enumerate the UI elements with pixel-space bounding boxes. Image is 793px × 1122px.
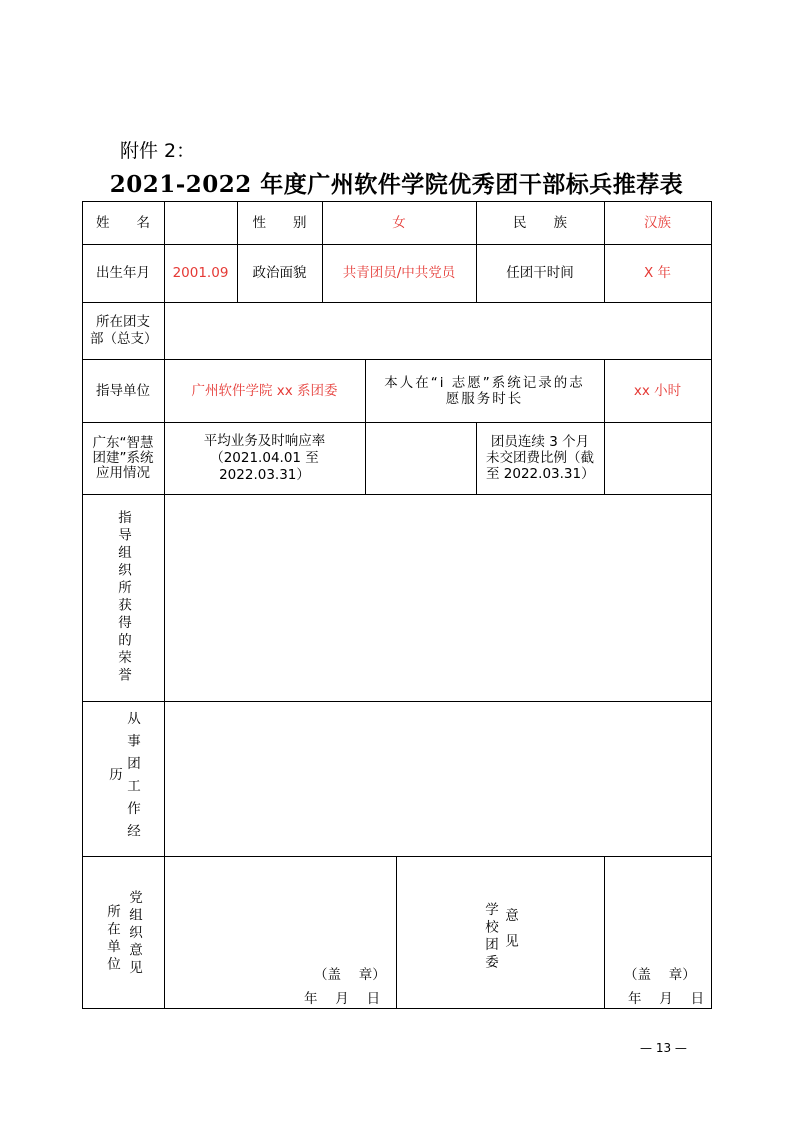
experience-label-cell [82,701,164,856]
school-opinion-label-org: 学校团委 [482,902,498,972]
party-opinion-label-cell [82,856,164,1008]
party-opinion-field[interactable] [164,856,396,1008]
school-opinion-label-cell [396,856,604,1008]
name-label: 姓 名 [96,214,150,231]
response-rate-label: 平均业务及时响应率（2021.04.01 至 2022.03.31） [203,432,326,483]
response-rate-field[interactable] [365,422,476,494]
birth-field[interactable]: 2001.09 [172,265,229,281]
political-status-label: 政治面貌 [252,265,307,281]
birth-label: 出生年月 [96,265,150,281]
branch-label: 所在团支部（总支） [90,313,158,347]
honors-label: 指导组织所获得的荣誉 [115,510,131,685]
ethnicity-label: 民 族 [513,214,567,231]
ethnicity-field[interactable]: 汉族 [644,214,671,231]
table-border-right [711,201,712,1009]
unpaid-dues-field[interactable] [604,422,711,494]
party-opinion-label-org: 党组织意见 [126,890,142,978]
gender-field[interactable]: 女 [392,214,406,231]
school-seal-text: （盖 章） [624,967,696,983]
school-date-text: 年 月 日 [628,991,705,1007]
political-status-field[interactable]: 共青团员/中共党员 [342,265,456,281]
attachment-label: 附件 2： [120,140,196,162]
experience-field[interactable] [164,701,711,856]
recommendation-form-table [82,201,712,1009]
party-seal-text: （盖 章） [314,967,386,983]
tenure-field[interactable]: X 年 [643,265,672,281]
guide-unit-label: 指导单位 [96,382,150,399]
form-title: 2021-2022 年度广州软件学院优秀团干部标兵推荐表 [109,171,684,198]
honors-field[interactable] [164,494,711,701]
smart-league-label: 广东“智慧团建”系统应用情况 [92,434,154,481]
school-opinion-field[interactable] [604,856,711,1008]
party-date-text: 年 月 日 [304,991,381,1007]
volunteer-hours-field[interactable]: xx 小时 [633,382,682,399]
honors-label-cell [82,494,164,701]
branch-field[interactable] [164,302,711,359]
page-number: — 13 — [640,1041,687,1055]
volunteer-hours-label: 本人在“i 志愿”系统记录的志愿服务时长 [384,374,585,407]
party-opinion-label-unit: 所在单位 [104,904,120,974]
name-field[interactable] [164,201,237,244]
experience-label: 从事团工作经历 [106,711,140,846]
tenure-label: 任团干时间 [506,265,574,281]
unpaid-dues-label: 团员连续 3 个月未交团费比例（截至 2022.03.31） [486,434,595,482]
gender-label: 性 别 [252,214,307,231]
guide-unit-field[interactable]: 广州软件学院 xx 系团委 [191,382,338,399]
school-opinion-label-opinion: 意见 [502,908,518,959]
table-border-bottom [82,1008,712,1009]
